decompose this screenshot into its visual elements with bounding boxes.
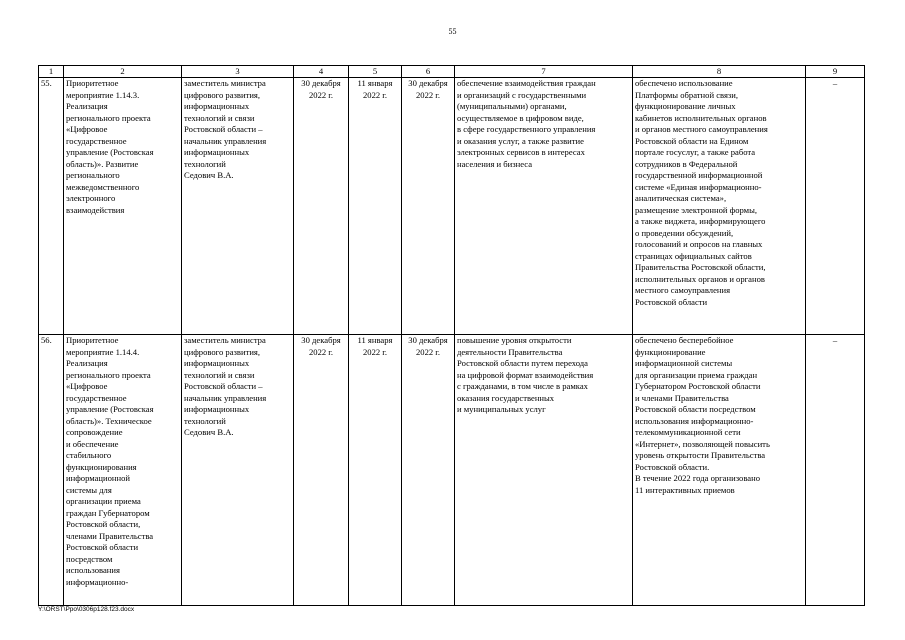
table-row [39, 335, 865, 606]
start-date-cell: 11 января 2022 г. [349, 78, 402, 335]
column-header: 4 [294, 66, 349, 78]
end-date-cell: 30 декабря 2022 г. [402, 335, 455, 606]
row-number: 56. [39, 335, 64, 606]
row-number: 55. [39, 78, 64, 335]
column-header: 5 [349, 66, 402, 78]
expected-result-cell: повышение уровня открытости деятельности Правительства Ростовской области путем перехода на цифровой формат взаимодействия с гражданами, в том числе в рамках оказания государственных и муниципальных услуг [455, 335, 633, 606]
responsible-cell: заместитель министра цифрового развития, информационных технологий и связи Ростовской области – начальник управления информационных технологий Седович В.А. [182, 78, 294, 335]
actual-result-cell: обеспечено бесперебойное функционирование информационной системы для организации приема граждан Губернатором Ростовской области и членами Правительства Ростовской области посредством использования информационно- телекоммуникационной сети «Интернет», позволяющей повысить уровень открытости Правительства Ростовской области. В течение 2022 года организовано 11 интерактивных приемов [633, 335, 806, 606]
file-path-footer: Y:\ORST\Ppo\0306p128.f23.docx [38, 606, 135, 613]
column-header: 8 [633, 66, 806, 78]
column-header: 6 [402, 66, 455, 78]
start-date-cell: 11 января 2022 г. [349, 335, 402, 606]
note-cell: – [806, 78, 865, 335]
column-header: 3 [182, 66, 294, 78]
column-header: 1 [39, 66, 64, 78]
report-table [38, 65, 865, 606]
column-header: 2 [64, 66, 182, 78]
end-date-cell: 30 декабря 2022 г. [402, 78, 455, 335]
event-name-cell: Приоритетное мероприятие 1.14.4. Реализация регионального проекта «Цифровое государственное управление (Ростовская область)». Техническое сопровождение и обеспечение стабильного функционирования информационной системы для организации приема граждан Губернатором Ростовской области, членами Правительства Ростовской области посредством использования информационно- [64, 335, 182, 606]
actual-result-cell: обеспечено использование Платформы обратной связи, функционирование личных кабинетов исполнительных органов и органов местного самоуправления Ростовской области на Едином портале госуслуг, а также работа сотрудников в Федеральной государственной информационной системе «Единая информационно- аналитическая система», размещение электронной формы, а также виджета, информирующего о проведении обсуждений, голосований и опросов на главных страницах официальных сайтов Правительства Ростовской области, исполнительных органов и органов местного самоуправления Ростовской области [633, 78, 806, 335]
column-header: 7 [455, 66, 633, 78]
expected-result-cell: обеспечение взаимодействия граждан и организаций с государственными (муниципальными) органами, осуществляемое в цифровом виде, в сфере государственного управления и оказания услуг, а также развитие электронных сервисов в интересах населения и бизнеса [455, 78, 633, 335]
event-name-cell: Приоритетное мероприятие 1.14.3. Реализация регионального проекта «Цифровое государственное управление (Ростовская область)». Развитие регионального межведомственного электронного взаимодействия [64, 78, 182, 335]
table-row [39, 78, 865, 335]
column-header: 9 [806, 66, 865, 78]
planned-date-cell: 30 декабря 2022 г. [294, 78, 349, 335]
page-number: 55 [448, 27, 457, 36]
note-cell: – [806, 335, 865, 606]
column-number-row [39, 66, 865, 78]
planned-date-cell: 30 декабря 2022 г. [294, 335, 349, 606]
responsible-cell: заместитель министра цифрового развития, информационных технологий и связи Ростовской области – начальник управления информационных технологий Седович В.А. [182, 335, 294, 606]
